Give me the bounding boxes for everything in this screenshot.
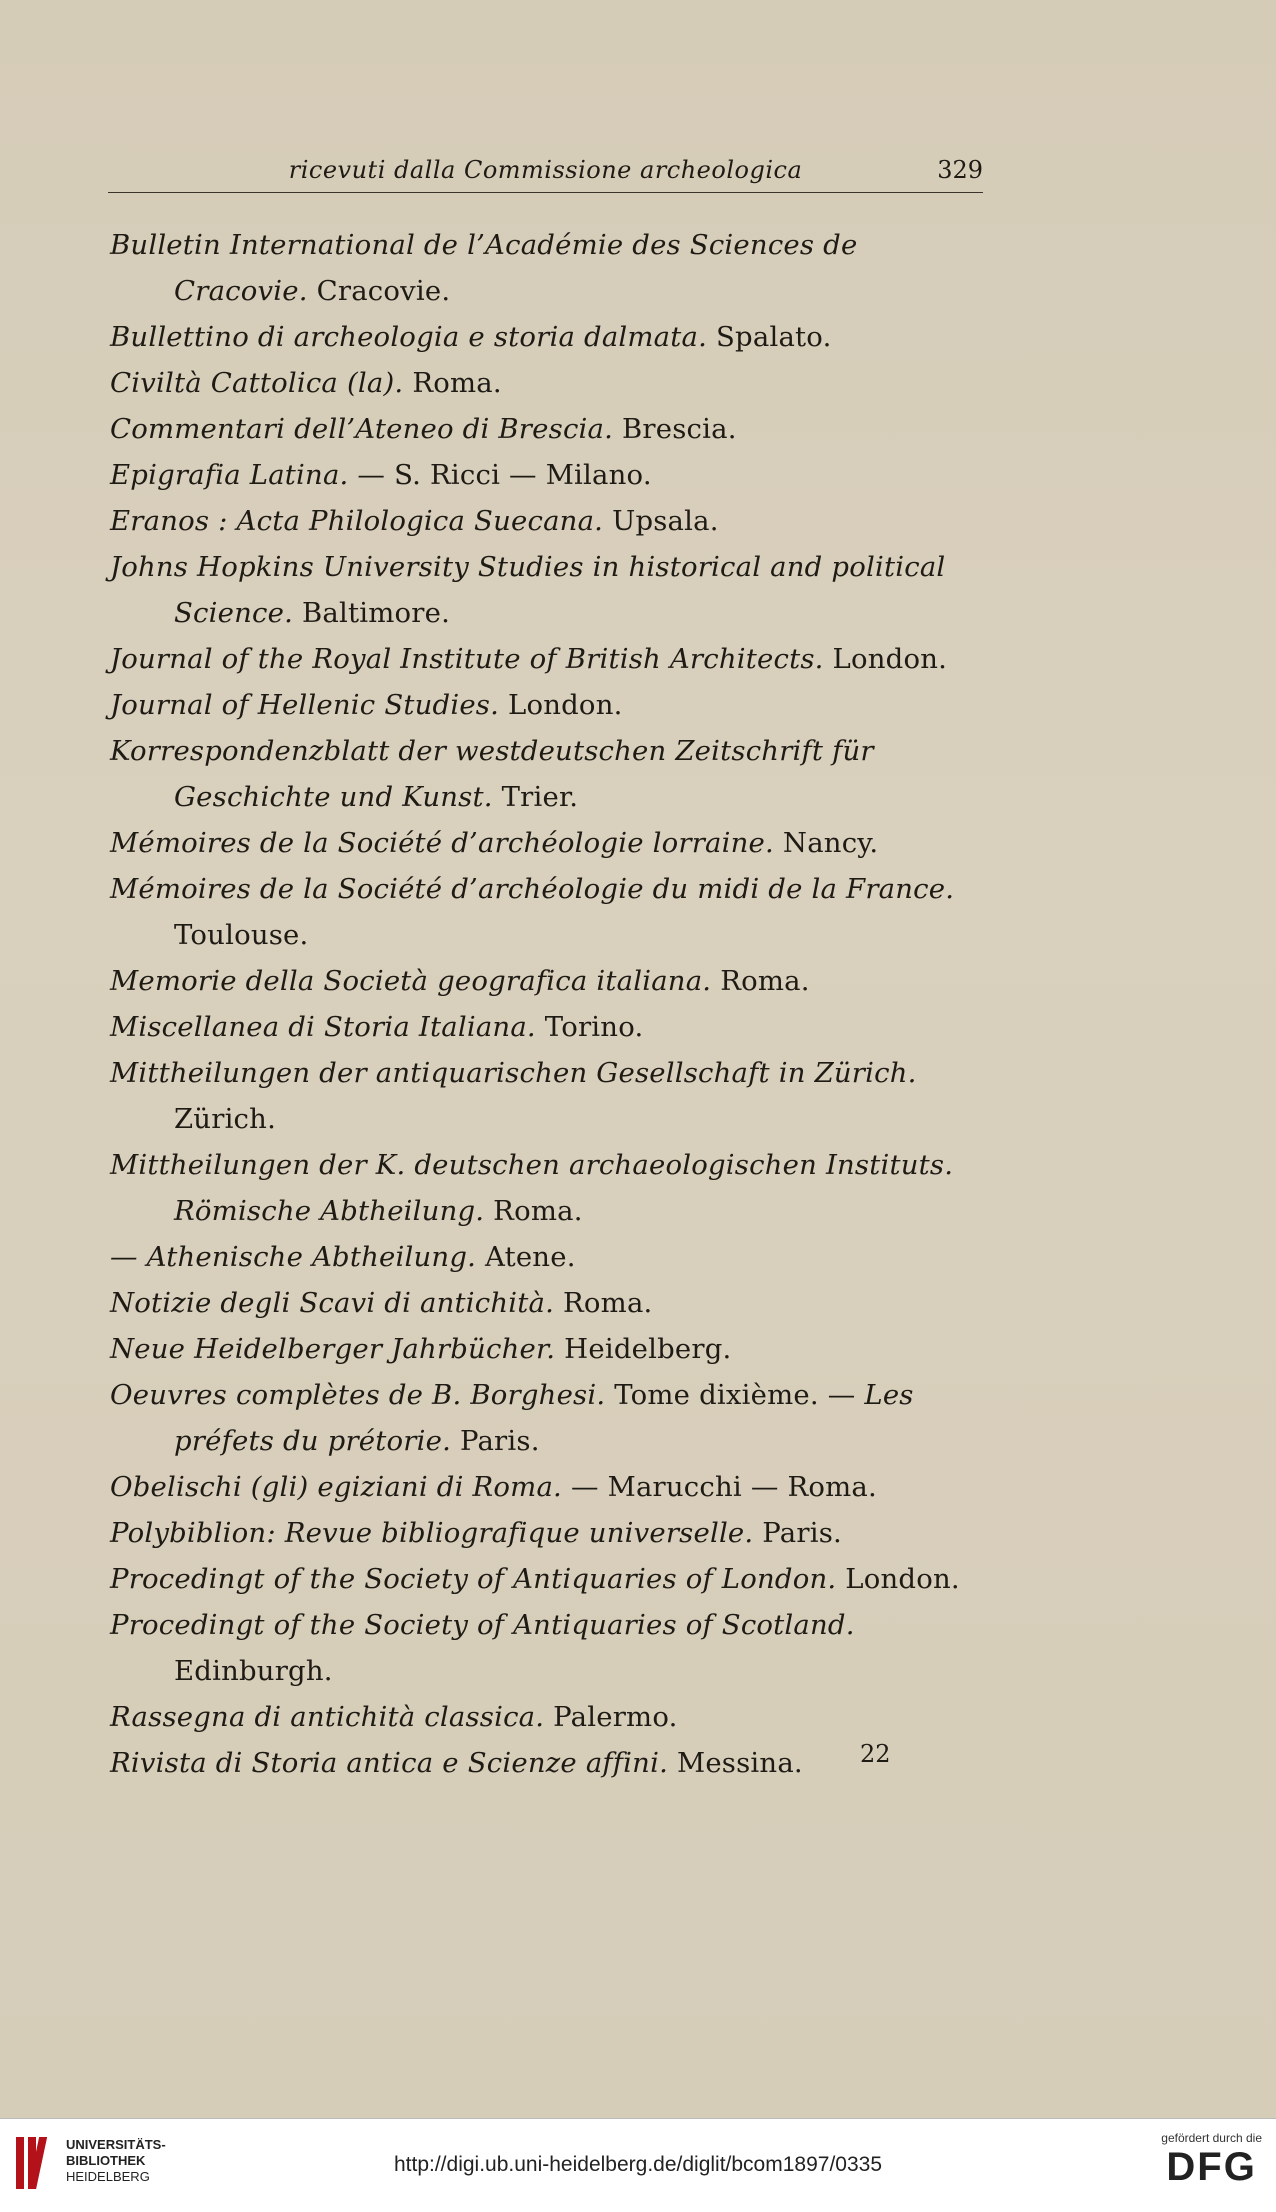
- dfg-logo: DFG: [1166, 2145, 1257, 2189]
- entry-title: Rassegna di antichità classica.: [110, 1701, 545, 1733]
- viewer-footer: [0, 2118, 1276, 2212]
- funder-badge: gefördert durch die DFG: [1161, 2131, 1262, 2189]
- bibliography-entry: [110, 1004, 990, 1050]
- entry-title: Johns Hopkins University Studies in historical and political Science.: [110, 551, 946, 629]
- entry-title: Obelischi (gli) egiziani di Roma.: [110, 1471, 562, 1503]
- bibliography-entry: [110, 544, 990, 636]
- bibliography-entry: [110, 820, 990, 866]
- entry-title: Notizie degli Scavi di antichità.: [110, 1287, 555, 1319]
- entry-place: Paris.: [753, 1517, 842, 1549]
- entry-title: Mémoires de la Société d’archéologie du midi de la France.: [110, 873, 955, 905]
- bibliography-entry: [110, 1602, 990, 1694]
- permalink-url[interactable]: http://digi.ub.uni-heidelberg.de/diglit/bcom1897/0335: [393, 2153, 882, 2176]
- entry-title: — Athenische Abtheilung.: [110, 1241, 477, 1273]
- entry-place: Roma.: [484, 1195, 583, 1227]
- entry-place: Trier.: [492, 781, 579, 813]
- bibliography-entry: [110, 1326, 990, 1372]
- bibliography-entry: [110, 314, 990, 360]
- entry-place: Brescia.: [613, 413, 737, 445]
- entry-place: Atene.: [476, 1241, 576, 1273]
- entry-place: Upsala.: [603, 505, 719, 537]
- entry-place: Roma.: [711, 965, 810, 997]
- bibliography-entry: [110, 498, 990, 544]
- entry-title: Commentari dell’Ateneo di Brescia.: [110, 413, 614, 445]
- entry-title-secondary: Les préfets du prétorie.: [174, 1379, 914, 1457]
- bibliography-entry: [110, 1556, 990, 1602]
- entry-place: Palermo.: [544, 1701, 678, 1733]
- entry-title: Journal of Hellenic Studies.: [110, 689, 500, 721]
- entry-place: Nancy.: [773, 827, 879, 859]
- periodicals-list: [110, 222, 990, 1786]
- entry-title: Mittheilungen der K. deutschen archaeologischen Instituts. Römische Abtheilung.: [110, 1149, 954, 1227]
- entry-place: London.: [823, 643, 948, 675]
- entry-place: Edinburgh.: [174, 1655, 333, 1687]
- bibliography-entry: [110, 1050, 990, 1142]
- entry-title: Procedingt of the Society of Antiquaries of London.: [110, 1563, 837, 1595]
- entry-place: Spalato.: [707, 321, 832, 353]
- bibliography-entry: [110, 360, 990, 406]
- entry-place: London.: [499, 689, 623, 721]
- page-number: 329: [937, 156, 983, 184]
- bibliography-entry: [110, 222, 990, 314]
- entry-title: Bullettino di archeologia e storia dalmata.: [110, 321, 708, 353]
- bibliography-entry: [110, 452, 990, 498]
- entry-place: Zürich.: [174, 1103, 277, 1135]
- entry-title: Mémoires de la Société d’archéologie lorraine.: [110, 827, 774, 859]
- bibliography-entry: [110, 1694, 990, 1740]
- entry-place-secondary: Paris.: [451, 1425, 540, 1457]
- entry-title: Procedingt of the Society of Antiquaries of Scotland.: [110, 1609, 855, 1641]
- entry-title: Korrespondenzblatt der westdeutschen Zeitschrift für Geschichte und Kunst.: [110, 735, 874, 813]
- entry-title: Eranos : Acta Philologica Suecana.: [110, 505, 604, 537]
- entry-title: Bulletin International de l’Académie des Sciences de Cracovie.: [110, 229, 858, 307]
- signature-mark: 22: [860, 1740, 891, 1768]
- bibliography-entry: [110, 682, 990, 728]
- running-title: ricevuti dalla Commissione archeologica: [288, 156, 803, 184]
- entry-title: Journal of the Royal Institute of British Architects.: [110, 643, 824, 675]
- bibliography-entry: [110, 866, 990, 958]
- library-name: UNIVERSITÄTS- BIBLIOTHEK HEIDELBERG: [66, 2137, 166, 2184]
- entry-title: Miscellanea di Storia Italiana.: [110, 1011, 536, 1043]
- bibliography-entry: [110, 1372, 990, 1464]
- entry-title: Rivista di Storia antica e Scienze affini.: [110, 1747, 669, 1779]
- entry-place: — S. Ricci — Milano.: [348, 459, 652, 491]
- entry-title: Civiltà Cattolica (la).: [110, 367, 404, 399]
- entry-title: Epigrafia Latina.: [110, 459, 349, 491]
- bibliography-entry: [110, 958, 990, 1004]
- entry-place: Tome dixième. —: [605, 1379, 865, 1411]
- bibliography-entry: [110, 1142, 990, 1234]
- entry-place: Cracovie.: [307, 275, 451, 307]
- entry-title: Memorie della Società geografica italiana.: [110, 965, 712, 997]
- bibliography-entry: [110, 1464, 990, 1510]
- bibliography-entry: [110, 1740, 990, 1786]
- entry-place: Torino.: [535, 1011, 644, 1043]
- running-header: [108, 152, 983, 193]
- entry-title: Neue Heidelberger Jahrbücher.: [110, 1333, 556, 1365]
- bibliography-entry: [110, 728, 990, 820]
- bibliography-entry: [110, 1234, 990, 1280]
- entry-place: Roma.: [403, 367, 502, 399]
- entry-title: Mittheilungen der antiquarischen Gesellschaft in Zürich.: [110, 1057, 917, 1089]
- entry-place: Roma.: [554, 1287, 653, 1319]
- bibliography-entry: [110, 1280, 990, 1326]
- entry-title: Oeuvres complètes de B. Borghesi.: [110, 1379, 606, 1411]
- entry-place: Toulouse.: [174, 919, 309, 951]
- bibliography-entry: [110, 1510, 990, 1556]
- entry-place: Heidelberg.: [555, 1333, 732, 1365]
- entry-place: Messina.: [668, 1747, 803, 1779]
- bibliography-entry: [110, 406, 990, 452]
- bibliography-entry: [110, 636, 990, 682]
- entry-place: — Marucchi — Roma.: [562, 1471, 877, 1503]
- entry-title: Polybiblion: Revue bibliografique universelle.: [110, 1517, 754, 1549]
- entry-place: London.: [836, 1563, 960, 1595]
- entry-place: Baltimore.: [293, 597, 451, 629]
